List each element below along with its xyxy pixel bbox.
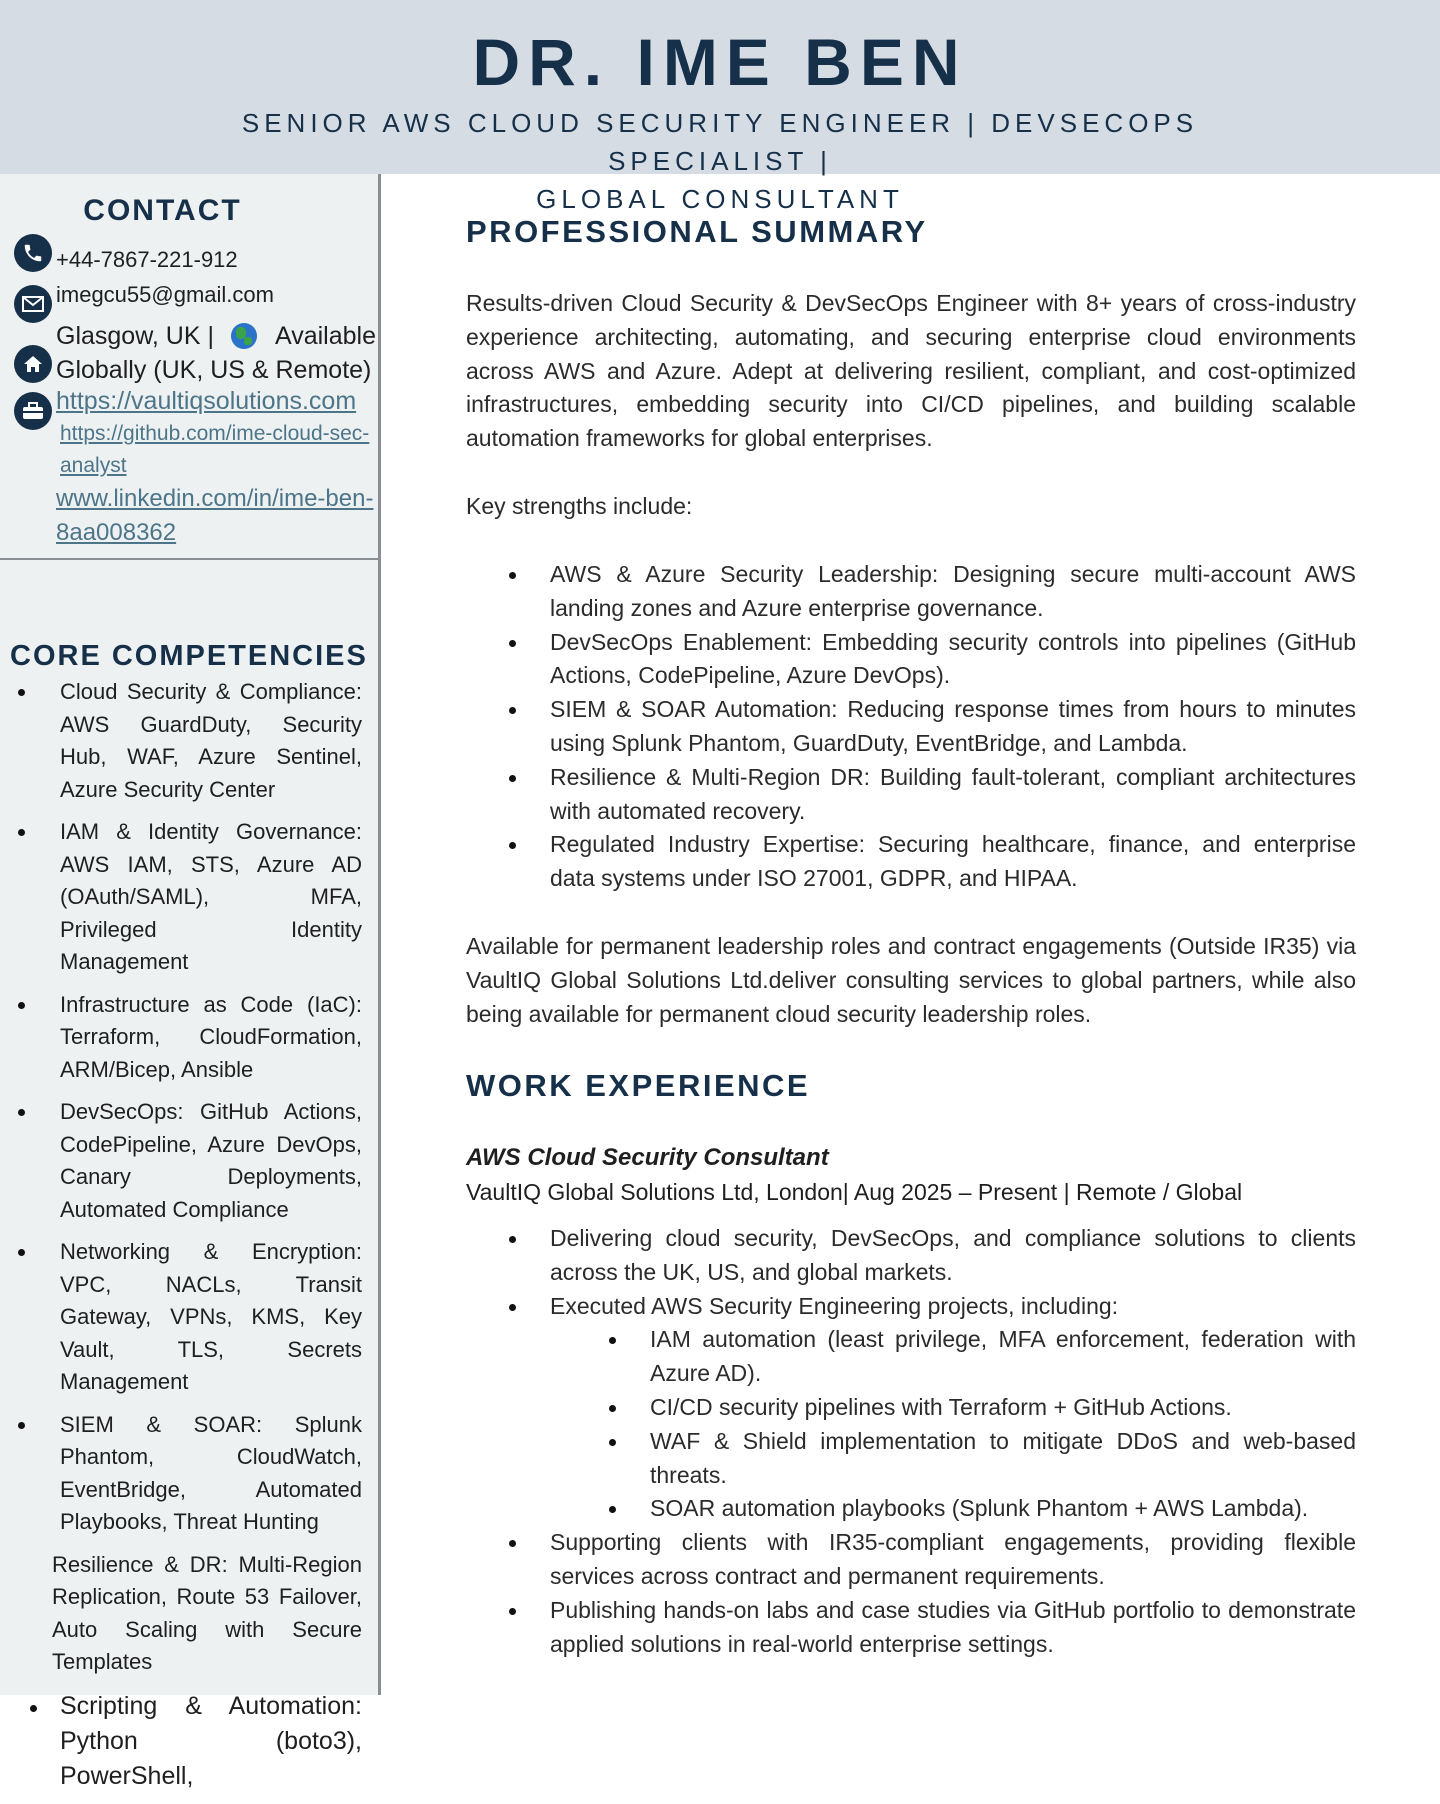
globe-icon <box>231 323 257 349</box>
list-item: AWS & Azure Security Leadership: Designing secure multi-account AWS landing zones and Azure enterprise governance. <box>550 558 1356 626</box>
list-item: SIEM & SOAR Automation: Reducing response times from hours to minutes using Splunk Phantom, GuardDuty, EventBridge, and Lambda. <box>550 693 1356 761</box>
list-item: Scripting & Automation: Python (boto3), PowerShell, <box>60 1689 362 1794</box>
core-competencies-heading: CORE COMPETENCIES <box>10 640 368 672</box>
location-available: Available <box>274 322 376 350</box>
availability-statement: Available for permanent leadership roles and contract engagements (Outside IR35) via VaultIQ Global Solutions Ltd.deliver consulting services to global partners, while also being available for permanent cloud security leadership roles. <box>466 933 1356 1027</box>
email-icon <box>14 285 52 323</box>
list-item: SOAR automation playbooks (Splunk Phantom + AWS Lambda). <box>650 1492 1356 1526</box>
location-city: Glasgow, UK | <box>56 322 214 350</box>
list-item: Regulated Industry Expertise: Securing healthcare, finance, and enterprise data systems under ISO 27001, GDPR, and HIPAA. <box>550 828 1356 896</box>
work-experience-heading: WORK EXPERIENCE <box>466 1068 811 1103</box>
strengths-list <box>466 558 1356 896</box>
linkedin-link[interactable]: www.linkedin.com/in/ime-ben-8aa008362 <box>56 485 374 546</box>
location-text <box>56 319 376 387</box>
list-item: Resilience & Multi-Region DR: Building fault-tolerant, compliant architectures with automated recovery. <box>550 761 1356 829</box>
experience-bullets <box>466 1222 1356 1661</box>
job-meta: VaultIQ Global Solutions Ltd, London| Aug 2025 – Present | Remote / Global <box>466 1179 1243 1205</box>
sidebar <box>0 174 381 1790</box>
job-title: AWS Cloud Security Consultant <box>466 1144 829 1171</box>
professional-summary-heading: PROFESSIONAL SUMMARY <box>466 214 928 249</box>
candidate-name: DR. IME BEN <box>472 25 968 99</box>
list-item: WAF & Shield implementation to mitigate DDoS and web-based threats. <box>650 1425 1356 1493</box>
website-link[interactable]: https://vaultiqsolutions.com <box>56 387 357 415</box>
list-item: IAM & Identity Governance: AWS IAM, STS, Azure AD (OAuth/SAML), MFA, Privileged Identity Management <box>60 816 362 979</box>
contact-heading: CONTACT <box>83 194 242 227</box>
sidebar-divider <box>0 558 378 560</box>
links-block <box>56 384 376 550</box>
contact-email <box>14 282 274 323</box>
list-item: Supporting clients with IR35-compliant engagements, providing flexible services across contract and permanent requirements. <box>550 1526 1356 1594</box>
email-address[interactable]: imegcu55@gmail.com <box>56 282 274 307</box>
list-item: IAM automation (least privilege, MFA enforcement, federation with Azure AD). <box>650 1323 1356 1391</box>
contact-location <box>14 319 376 387</box>
briefcase-icon <box>14 392 52 430</box>
phone-number[interactable]: +44-7867-221-912 <box>56 247 238 272</box>
list-item: Cloud Security & Compliance: AWS GuardDuty, Security Hub, WAF, Azure Sentinel, Azure Security Center <box>60 676 362 806</box>
phone-icon <box>14 234 52 272</box>
list-item: Networking & Encryption: VPC, NACLs, Transit Gateway, VPNs, KMS, Key Vault, TLS, Secrets Management <box>60 1236 362 1399</box>
list-item: Infrastructure as Code (IaC): Terraform, CloudFormation, ARM/Bicep, Ansible <box>60 989 362 1087</box>
key-strengths-label: Key strengths include: <box>466 493 693 519</box>
list-item: CI/CD security pipelines with Terraform + GitHub Actions. <box>650 1391 1356 1425</box>
summary-intro: Results-driven Cloud Security & DevSecOps Engineer with 8+ years of cross-industry experience architecting, automating, and securing enterprise cloud environments across AWS and Azure. Adept at delivering resilient, compliant, and cost-optimized infrastructures, embedding security into CI/CD pipelines, and building scalable automation frameworks for global enterprises. <box>466 290 1356 452</box>
location-regions: Globally (UK, US & Remote) <box>56 356 372 384</box>
contact-links <box>14 384 376 550</box>
list-item: DevSecOps Enablement: Embedding security controls into pipelines (GitHub Actions, CodePipeline, Azure DevOps). <box>550 626 1356 694</box>
home-icon <box>14 345 52 383</box>
list-item: Executed AWS Security Engineering projects, including: <box>550 1290 1356 1324</box>
subtitle-line-1: SENIOR AWS CLOUD SECURITY ENGINEER | DEVSECOPS SPECIALIST | <box>241 108 1199 176</box>
list-item: Delivering cloud security, DevSecOps, and compliance solutions to clients across the UK, US, and global markets. <box>550 1222 1356 1290</box>
list-item: SIEM & SOAR: Splunk Phantom, CloudWatch, EventBridge, Automated Playbooks, Threat Hunting <box>60 1409 362 1539</box>
list-item: Resilience & DR: Multi-Region Replication, Route 53 Failover, Auto Scaling with Secure Templates <box>52 1551 362 1674</box>
list-item: Publishing hands-on labs and case studies via GitHub portfolio to demonstrate applied solutions in real-world enterprise settings. <box>550 1594 1356 1662</box>
subtitle-line-2: GLOBAL CONSULTANT <box>536 184 904 214</box>
github-link[interactable]: https://github.com/ime-cloud-sec-analyst <box>60 422 370 477</box>
contact-phone <box>14 234 238 276</box>
list-item: DevSecOps: GitHub Actions, CodePipeline, Azure DevOps, Canary Deployments, Automated Compliance <box>60 1096 362 1226</box>
core-competencies-list <box>0 676 378 1804</box>
